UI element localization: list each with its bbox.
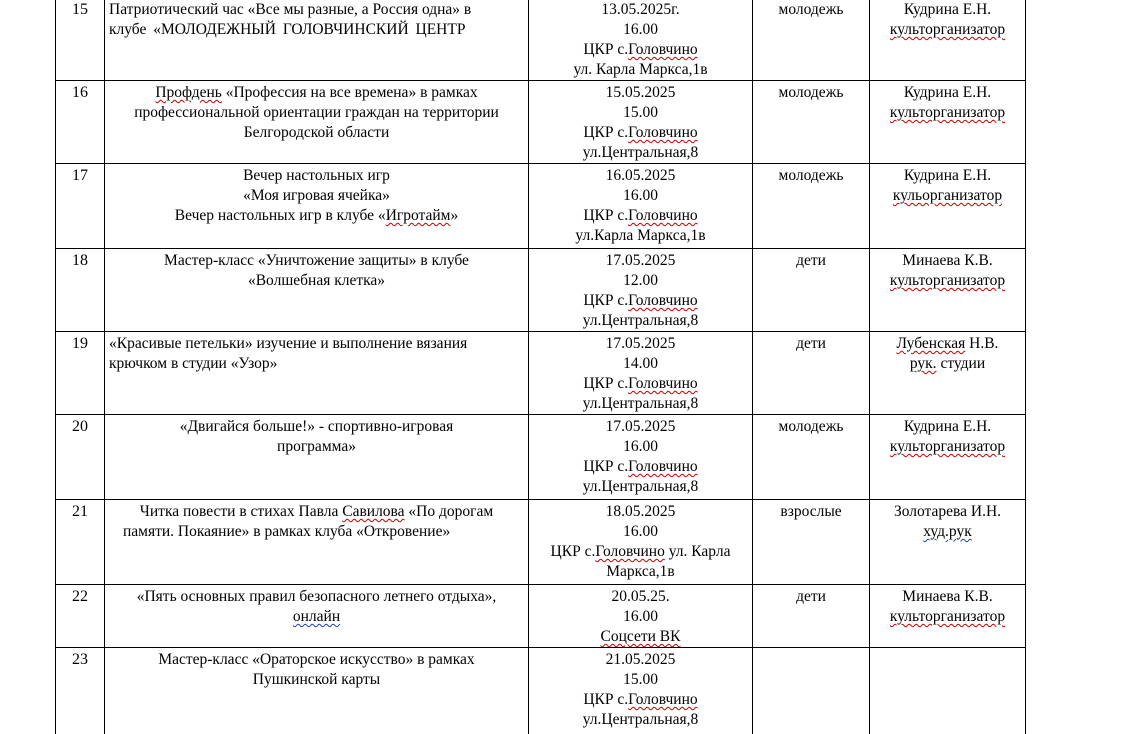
event-datetime-place: 21.05.2025 15.00 ЦКР с.Головчино ул.Центральная,8 <box>529 648 753 734</box>
event-datetime-place: 16.05.2025 16.00 ЦКР с.Головчино ул.Карла Маркса,1в <box>529 164 753 249</box>
row-number: 18 <box>56 249 105 332</box>
table-row <box>56 415 1026 500</box>
row-number: 17 <box>56 164 105 249</box>
responsible-person: Минаева К.В. культорганизатор <box>870 585 1026 648</box>
row-number: 15 <box>56 0 105 81</box>
row-number: 21 <box>56 500 105 585</box>
event-title: Вечер настольных игр «Моя игровая ячейка» Вечер настольных игр в клубе «Игротайм» <box>105 164 529 249</box>
audience: молодежь <box>753 81 870 164</box>
event-datetime-place: 17.05.2025 14.00 ЦКР с.Головчино ул.Центральная,8 <box>529 332 753 415</box>
table-row <box>56 249 1026 332</box>
event-title: Профдень «Профессия на все времена» в рамках профессиональной ориентации граждан на территории Белгородской области <box>105 81 529 164</box>
table-row <box>56 81 1026 164</box>
table-row <box>56 164 1026 249</box>
event-title: «Двигайся больше!» - спортивно-игровая программа» <box>105 415 529 500</box>
audience: дети <box>753 585 870 648</box>
event-datetime-place: 20.05.25. 16.00 Соцсети ВК <box>529 585 753 648</box>
event-title: Мастер-класс «Ораторское искусство» в рамках Пушкинской карты <box>105 648 529 734</box>
audience: молодежь <box>753 164 870 249</box>
responsible-person: Кудрина Е.Н. культорганизатор <box>870 0 1026 81</box>
audience: дети <box>753 332 870 415</box>
table-row <box>56 332 1026 415</box>
event-title: «Красивые петельки» изучение и выполнение вязания крючком в студии «Узор» <box>105 332 529 415</box>
row-number: 19 <box>56 332 105 415</box>
responsible-person: Кудрина Е.Н. кульорганизатор <box>870 164 1026 249</box>
event-title: «Пять основных правил безопасного летнего отдыха», онлайн <box>105 585 529 648</box>
audience: молодежь <box>753 0 870 81</box>
responsible-person: Лубенская Н.В. рук. студии <box>870 332 1026 415</box>
event-datetime-place: 13.05.2025г. 16.00 ЦКР с.Головчино ул. Карла Маркса,1в <box>529 0 753 81</box>
row-number: 22 <box>56 585 105 648</box>
event-datetime-place: 15.05.2025 15.00 ЦКР с.Головчино ул.Центральная,8 <box>529 81 753 164</box>
event-datetime-place: 17.05.2025 12.00 ЦКР с.Головчино ул.Центральная,8 <box>529 249 753 332</box>
responsible-person: Минаева К.В. культорганизатор <box>870 249 1026 332</box>
audience: молодежь <box>753 415 870 500</box>
table-row <box>56 500 1026 585</box>
audience: дети <box>753 249 870 332</box>
responsible-person: Золотарева И.Н. худ.рук <box>870 500 1026 585</box>
audience: взрослые <box>753 500 870 585</box>
audience <box>753 648 870 734</box>
row-number: 16 <box>56 81 105 164</box>
table-row <box>56 585 1026 648</box>
event-title: Мастер-класс «Уничтожение защиты» в клубе «Волшебная клетка» <box>105 249 529 332</box>
event-datetime-place: 18.05.2025 16.00 ЦКР с.Головчино ул. Карла Маркса,1в <box>529 500 753 585</box>
event-title: Читка повести в стихах Павла Савилова «По дорогам памяти. Покаяние» в рамках клуба «Откровение» <box>105 500 529 585</box>
row-number: 23 <box>56 648 105 734</box>
responsible-person: Кудрина Е.Н. культорганизатор <box>870 81 1026 164</box>
event-schedule-table <box>55 0 1026 734</box>
table-row <box>56 648 1026 734</box>
table-row <box>56 0 1026 81</box>
row-number: 20 <box>56 415 105 500</box>
responsible-person: Кудрина Е.Н. культорганизатор <box>870 415 1026 500</box>
event-datetime-place: 17.05.2025 16.00 ЦКР с.Головчино ул.Центральная,8 <box>529 415 753 500</box>
responsible-person <box>870 648 1026 734</box>
event-title: Патриотический час «Все мы разные, а Россия одна» в клубе «МОЛОДЕЖНЫЙ ГОЛОВЧИНСКИЙ ЦЕНТР <box>105 0 529 81</box>
